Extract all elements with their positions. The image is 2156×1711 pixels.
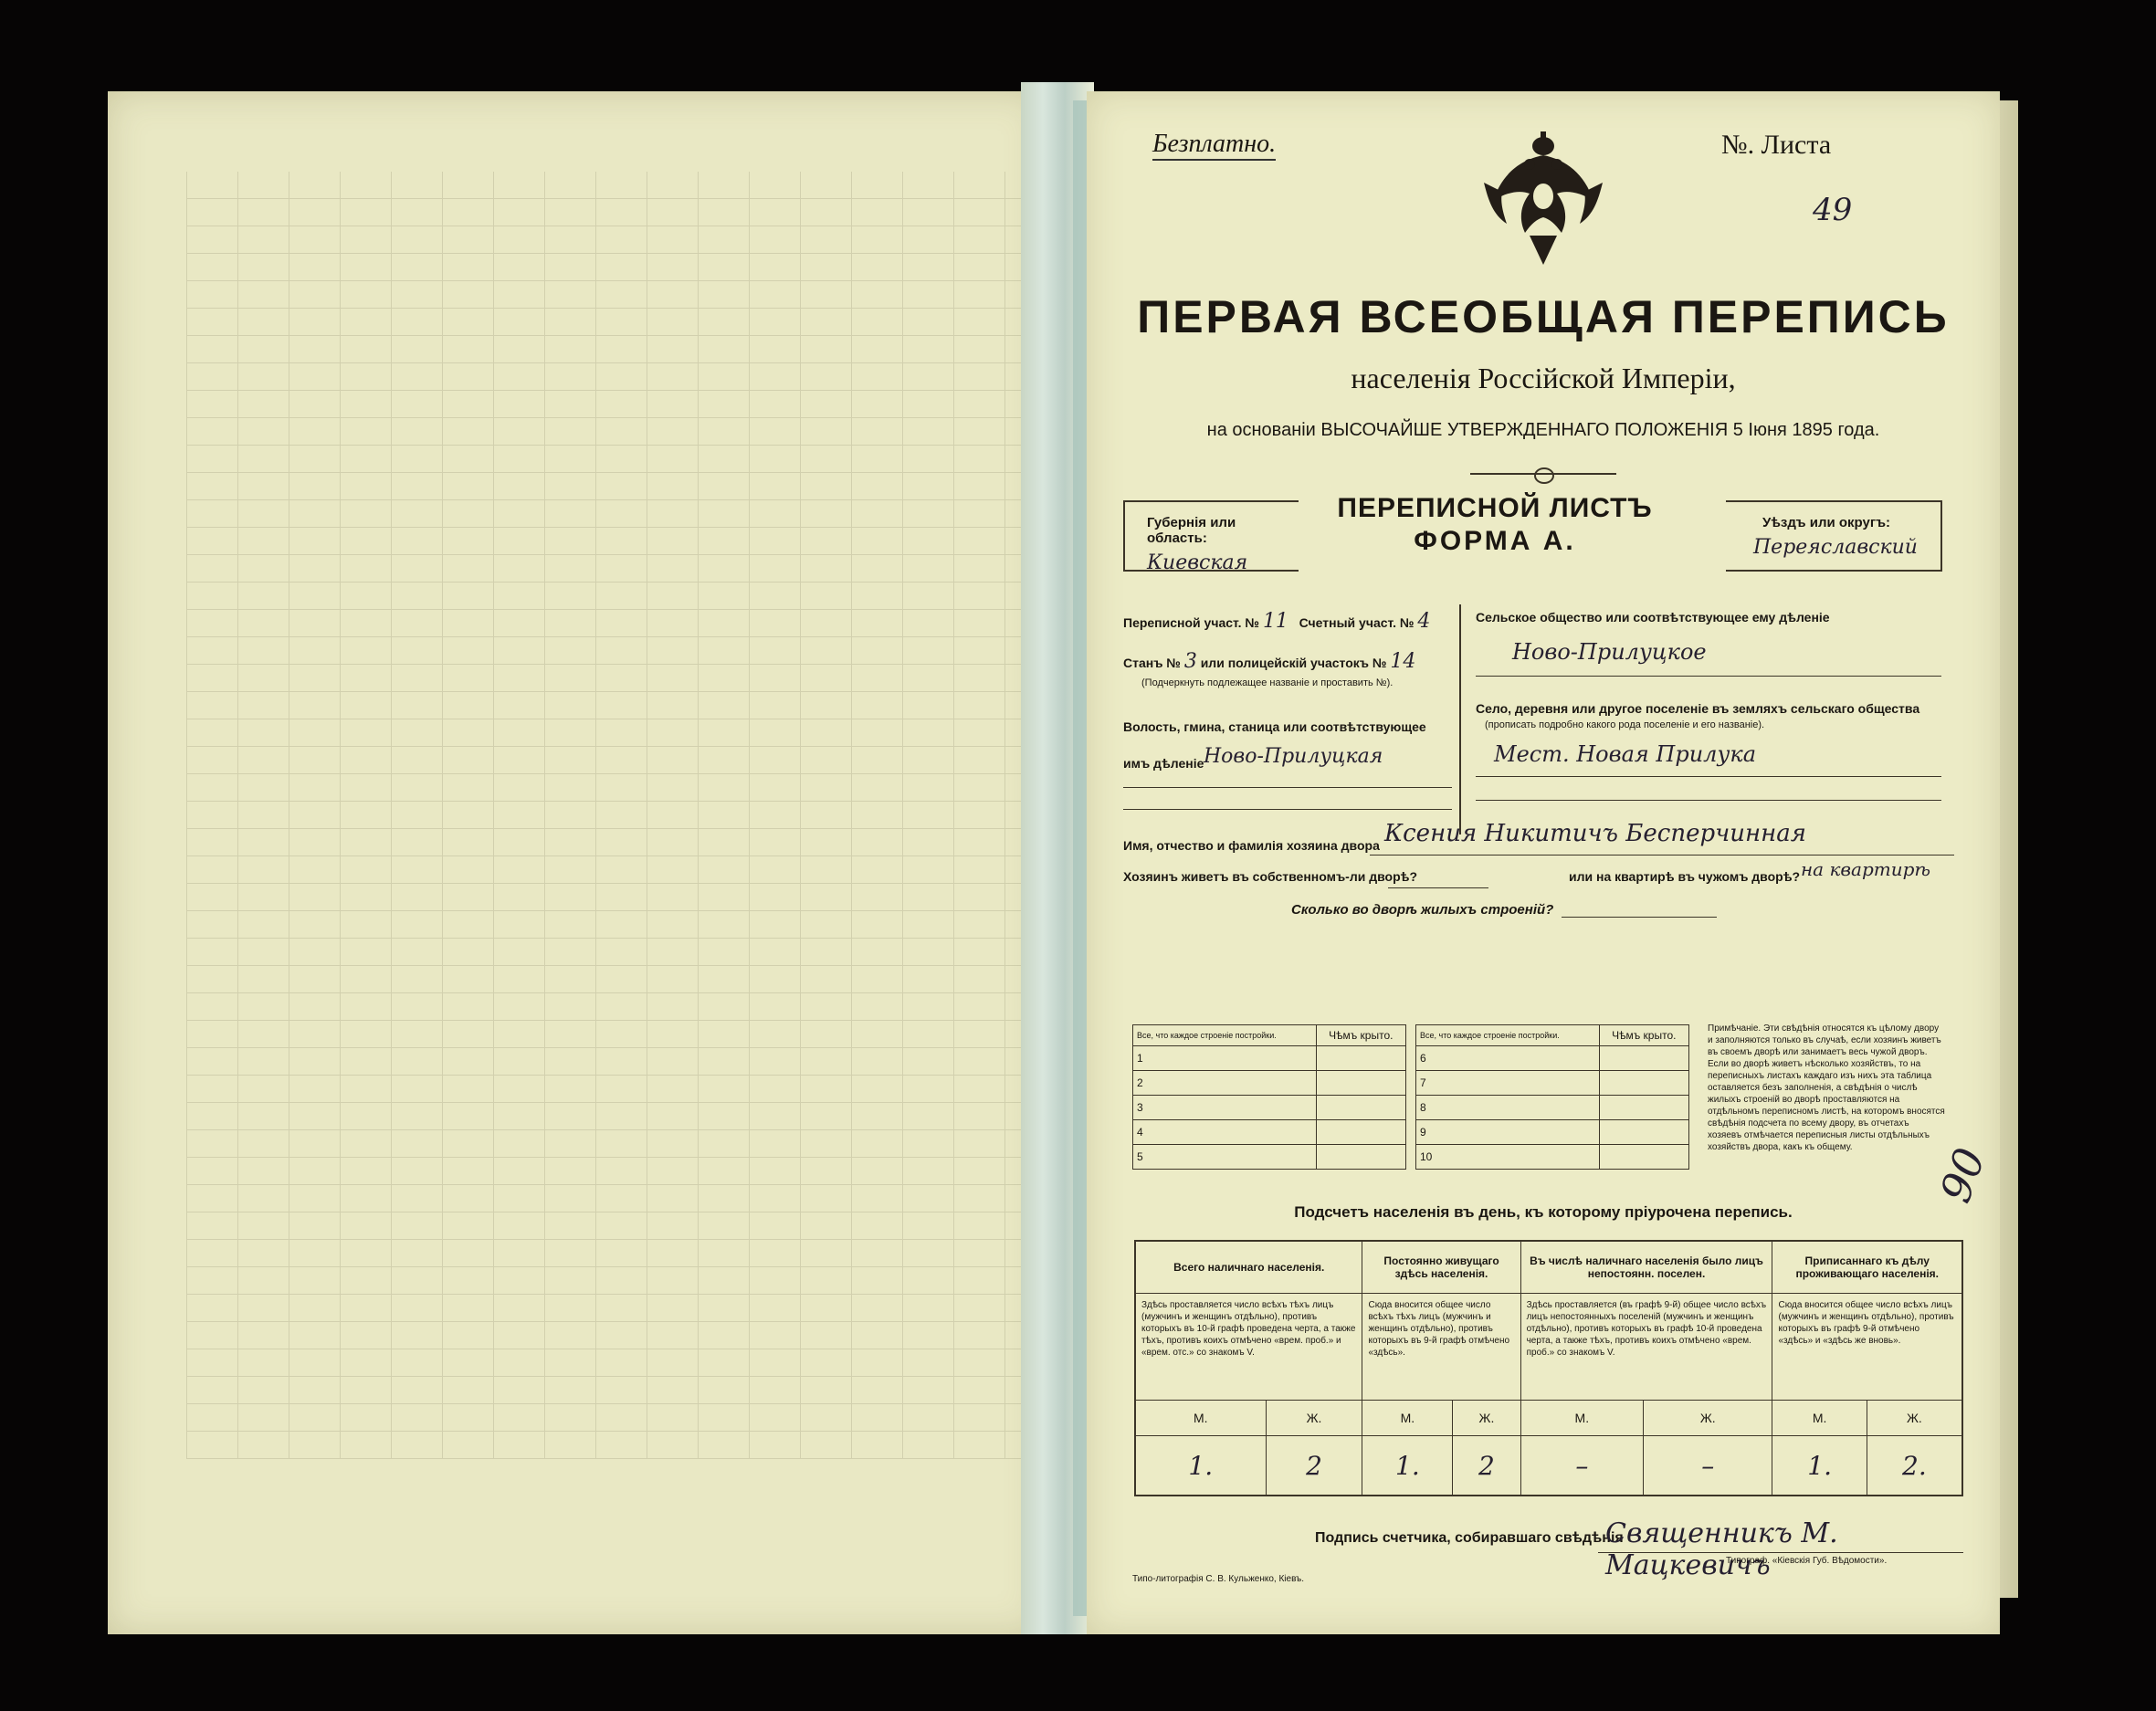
uezd-box	[1726, 500, 1942, 572]
printer-imprint-left: Типо-литографія С. В. Кульженко, Кіевъ.	[1132, 1574, 1305, 1584]
police-value: 14	[1390, 650, 1416, 673]
printer-imprint-right: Типограф. «Кіевскія Губ. Вѣдомости».	[1726, 1556, 1888, 1566]
sex-label: М.	[1520, 1401, 1643, 1436]
population-value: 2	[1266, 1436, 1362, 1496]
buildings-col-type: Все, что каждое строеніе постройки.	[1416, 1025, 1600, 1046]
buildings-row: 6	[1416, 1046, 1600, 1071]
sheet-number-value: 49	[1813, 192, 1853, 228]
stan-value: 3	[1183, 650, 1197, 673]
owner-rule	[1370, 855, 1954, 856]
population-header: Постоянно живущаго здѣсь населенія.	[1362, 1241, 1520, 1294]
population-desc: Сюда вносится общее число всѣхъ лицъ (мужчинъ и женщинъ отдѣльно), противъ которыхъ въ графѣ 9-й отмѣчено «здѣсь» и «здѣсь же вновь».	[1772, 1294, 1962, 1401]
form-title: ПЕРВАЯ ВСЕОБЩАЯ ПЕРЕПИСЬ	[1137, 291, 1950, 342]
buildings-row: 5	[1133, 1145, 1317, 1170]
sheet-number-label: №. Листа	[1721, 130, 1832, 160]
population-desc: Здѣсь проставляется (въ графѣ 9-й) общее число всѣхъ лицъ непостоянныхъ поселеній (мужчинъ и женщинъ отдѣльно), противъ которыхъ въ графѣ 10-й проведена черта, а также тѣхъ, противъ коихъ отмѣчено «врем. проб.» со знакомъ V.	[1520, 1294, 1772, 1401]
buildings-row: 7	[1416, 1071, 1600, 1096]
stan-row	[1123, 650, 1415, 673]
census-form-page	[1087, 91, 2000, 1634]
rent-label: или на квартирѣ въ чужомъ дворѣ?	[1569, 869, 1801, 884]
census-district-value: 11	[1262, 610, 1288, 633]
owner-label: Имя, отчество и фамилія хозяина двора	[1123, 838, 1380, 853]
rent-value: на квартирѣ	[1801, 858, 1931, 880]
own-house-rule	[1388, 887, 1488, 888]
buildings-note: Примѣчаніе. Эти свѣдѣнія относятся къ цѣлому двору и заполняются только въ случаѣ, если хозяинъ живетъ въ своемъ дворѣ или занимаетъ весь чужой дворъ. Если во дворѣ живетъ нѣсколько хозяйствъ, то на переписныхъ листахъ каждаго изъ нихъ эта таблица оставляется безъ заполненія, а свѣдѣнія о числѣ жилыхъ строеній во дворѣ проставляются на отдѣльномъ переписномъ листѣ, на которомъ вносятся свѣдѣнія подсчета по всему двору, въ отчетахъ хозяевъ отмѣчается переписныя листы отдѣльныхъ хозяйствъ двора, какъ къ общему.	[1708, 1023, 1945, 1152]
volost-rule	[1123, 787, 1452, 788]
census-district-row	[1123, 610, 1430, 633]
volost-label: Волость, гмина, станица или соотвѣтствующее	[1123, 719, 1426, 734]
police-label: или полицейскій участокъ №	[1200, 656, 1387, 670]
sex-label: Ж.	[1453, 1401, 1520, 1436]
population-header: Приписаннаго къ дѣлу проживающаго населенія.	[1772, 1241, 1962, 1294]
settlement-label: Село, деревня или другое поселеніе въ земляхъ сельскаго общества	[1476, 701, 1920, 716]
form-subtitle: населенія Россійской Имперіи,	[1351, 362, 1736, 394]
population-header: Всего наличнаго населенія.	[1135, 1241, 1362, 1294]
settlement-rule-2	[1476, 800, 1941, 801]
guberniya-box	[1123, 500, 1299, 572]
population-value: 1.	[1135, 1436, 1266, 1496]
population-value: 2	[1453, 1436, 1520, 1496]
population-desc: Здѣсь проставляется число всѣхъ тѣхъ лицъ (мужчинъ и женщинъ отдѣльно), противъ которыхъ въ 10-й графѣ проведена черта, а также тѣхъ, противъ коихъ отмѣчено «врем. проб.» и «врем. отс.» со знакомъ V.	[1135, 1294, 1362, 1401]
counting-district-value: 4	[1417, 610, 1431, 633]
census-district-label: Переписной участ. №	[1123, 615, 1260, 630]
volost-value: Ново-Прилуцкая	[1204, 745, 1383, 768]
buildings-row: 9	[1416, 1120, 1600, 1145]
signature-rule	[1598, 1552, 1963, 1553]
guberniya-label: Губернія или область:	[1147, 515, 1236, 546]
buildings-table-left	[1132, 1024, 1406, 1170]
owner-value: Ксения Никитичъ Бесперчинная	[1384, 820, 1806, 847]
buildings-row: 8	[1416, 1096, 1600, 1120]
left-page-faded-grid	[186, 172, 1031, 1459]
sex-label: М.	[1772, 1401, 1867, 1436]
form-type-block	[1299, 493, 1691, 573]
left-page-blank	[108, 91, 1041, 1634]
imperial-eagle-emblem	[1466, 128, 1621, 274]
population-value: 1.	[1772, 1436, 1867, 1496]
buildings-rule	[1562, 917, 1717, 918]
volost-label-2: имъ дѣленіе	[1123, 756, 1204, 771]
population-value: 2.	[1867, 1436, 1962, 1496]
signature-label: Подпись счетчика, собиравшаго свѣдѣнія	[1315, 1530, 1624, 1546]
population-value: 1.	[1362, 1436, 1453, 1496]
margin-note: 90	[1930, 1141, 1995, 1209]
settlement-value: Мест. Новая Прилука	[1494, 741, 1757, 767]
underline-note: (Подчеркнуть подлежащее названіе и проставить №).	[1141, 677, 1394, 688]
buildings-row: 2	[1133, 1071, 1317, 1096]
village-society-label: Сельское общество или соотвѣтствующее ему дѣленіе	[1476, 610, 1830, 625]
uezd-label: Уѣздъ или округъ:	[1762, 515, 1891, 530]
settlement-note: (прописать подробно какого рода поселеніе и его названіе).	[1485, 719, 1765, 730]
sex-label: Ж.	[1644, 1401, 1772, 1436]
uezd-value: Переяславский	[1753, 536, 1918, 559]
settlement-rule	[1476, 776, 1941, 777]
column-divider	[1459, 604, 1461, 835]
village-society-value: Ново-Прилуцкое	[1512, 639, 1707, 665]
buildings-table-right	[1415, 1024, 1689, 1170]
legal-basis: на основаніи ВЫСОЧАЙШЕ УТВЕРЖДЕННАГО ПОЛОЖЕНІЯ 5 Іюня 1895 года.	[1206, 420, 1880, 440]
buildings-col-roof: Чѣмъ крыто.	[1599, 1025, 1688, 1046]
population-desc: Сюда вносится общее число всѣхъ тѣхъ лицъ (мужчинъ и женщинъ отдѣльно), противъ которыхъ въ 9-й графѣ отмѣчено «здѣсь».	[1362, 1294, 1520, 1401]
stan-label: Станъ №	[1123, 656, 1181, 670]
form-type-letter: ФОРМА А.	[1414, 526, 1576, 556]
buildings-row: 4	[1133, 1120, 1317, 1145]
form-type-title: ПЕРЕПИСНОЙ ЛИСТЪ	[1337, 493, 1653, 523]
buildings-row: 10	[1416, 1145, 1600, 1170]
population-value: –	[1644, 1436, 1772, 1496]
buildings-row: 3	[1133, 1096, 1317, 1120]
buildings-col-roof: Чѣмъ крыто.	[1316, 1025, 1405, 1046]
own-house-label: Хозяинъ живетъ въ собственномъ-ли дворѣ?	[1123, 869, 1418, 884]
population-header: Въ числѣ наличнаго населенія было лицъ непостоянн. поселен.	[1520, 1241, 1772, 1294]
guberniya-value: Киевская	[1147, 551, 1248, 574]
left-col-rule	[1123, 809, 1452, 810]
sex-label: М.	[1362, 1401, 1453, 1436]
buildings-label: Сколько во дворѣ жилыхъ строеній?	[1291, 902, 1554, 918]
sex-label: Ж.	[1867, 1401, 1962, 1436]
free-label: Безплатно.	[1152, 130, 1276, 161]
sex-label: М.	[1135, 1401, 1266, 1436]
signature-value: Священникъ М. Мацкевичъ	[1605, 1517, 1838, 1581]
ornament-center	[1534, 467, 1554, 484]
sex-label: Ж.	[1266, 1401, 1362, 1436]
buildings-row: 1	[1133, 1046, 1317, 1071]
counting-district-label: Счетный участ. №	[1299, 615, 1415, 630]
population-title: Подсчетъ населенія въ день, къ которому пріурочена перепись.	[1294, 1203, 1793, 1221]
population-table	[1134, 1240, 1963, 1496]
population-value: –	[1520, 1436, 1643, 1496]
buildings-col-type: Все, что каждое строеніе постройки.	[1133, 1025, 1317, 1046]
village-society-rule	[1476, 676, 1941, 677]
